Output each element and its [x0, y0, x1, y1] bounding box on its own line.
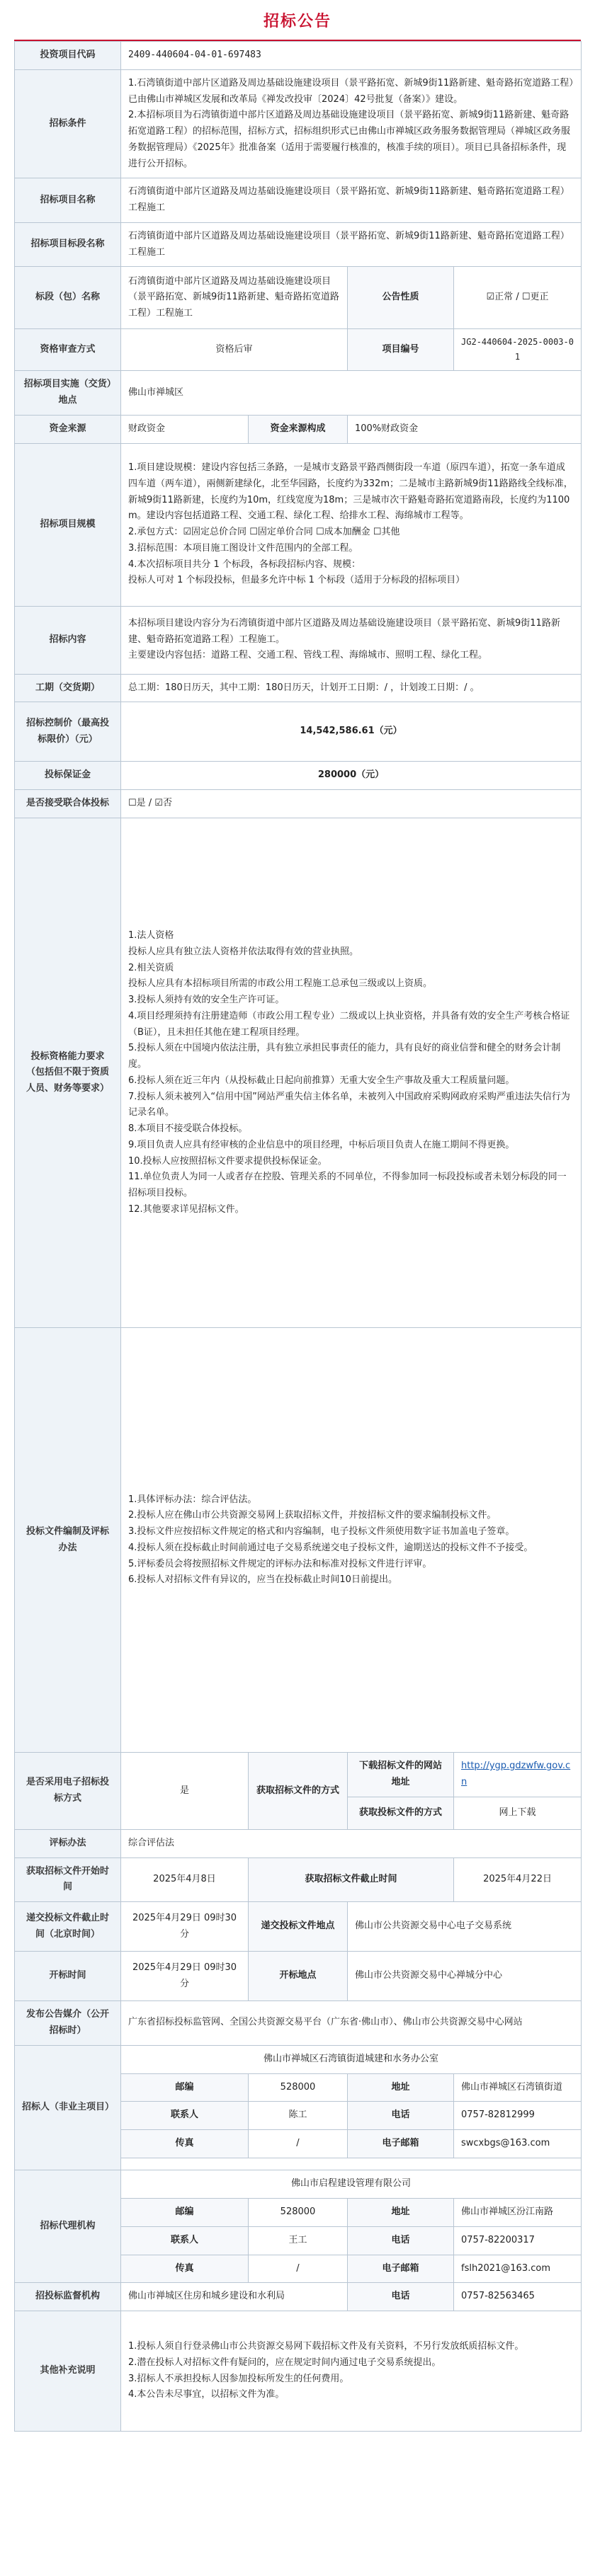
- tenderer-contact-value: 陈工: [249, 2102, 348, 2130]
- page-title: 招标公告: [14, 0, 581, 41]
- tenderer-phone-value: 0757-82812999: [454, 2102, 582, 2130]
- scope-line: 3.招标范围：本项目施工图设计文件范围内的全部工程。: [128, 542, 358, 554]
- conditions-value: [121, 69, 582, 178]
- req-line: 2.相关资质: [128, 962, 174, 973]
- electronic-label: 是否采用电子招标投标方式: [15, 1753, 121, 1830]
- method-line: 4.投标人须在投标截止时间前通过电子交易系统递交电子投标文件，逾期送达的投标文件不予接受。: [128, 1542, 533, 1553]
- req-line: 3.投标人须持有效的安全生产许可证。: [128, 995, 285, 1005]
- media-label: 发布公告媒介（公开招标时）: [15, 2001, 121, 2046]
- tenderer-name: 佛山市禅城区石湾镇街道城建和水务办公室: [121, 2045, 582, 2073]
- notes-value: [121, 2311, 582, 2432]
- budget-value: 14,542,586.61（元）: [121, 702, 582, 762]
- tenderer-phone-label: 电话: [348, 2102, 454, 2130]
- method-line: 2.投标人应在佛山市公共资源交易网上获取招标文件，并按招标文件的要求编制投标文件。: [128, 1510, 497, 1521]
- submit-value: 2025年4月29日 09时30分: [121, 1902, 249, 1952]
- agency-name: 佛山市启程建设管理有限公司: [121, 2170, 582, 2198]
- get-end-value: 2025年4月22日: [454, 1857, 582, 1902]
- conditions-label: 招标条件: [15, 69, 121, 178]
- notes-line: 1.投标人须自行登录佛山市公共资源交易网下载招标文件及有关资料，不另行发放纸质招标文件。: [128, 2341, 524, 2352]
- tenderer-addr-label: 地址: [348, 2073, 454, 2102]
- tenderer-contact-label: 联系人: [121, 2102, 249, 2130]
- row-conditions: [15, 69, 582, 178]
- content-value: [121, 606, 582, 674]
- tenderer-spacer: [121, 2158, 582, 2170]
- content-line: 本招标项目建设内容分为石湾镇街道中部片区道路及周边基础设施建设项目（景平路拓宽、新城9街11路新建、魁奇路拓宽道路工程）工程施工。: [128, 617, 560, 645]
- open-value: 2025年4月29日 09时30分: [121, 1952, 249, 2001]
- req-line: 6.投标人须在近三年内（从投标截止日起向前推算）无重大安全生产事故及重大工程质量问题。: [128, 1075, 515, 1086]
- bidder-req-value: [121, 818, 582, 1328]
- funding-value: 财政资金: [121, 415, 249, 443]
- bid-method-label: 投标文件编制及评标办法: [15, 1328, 121, 1753]
- row-qualification: [15, 329, 582, 371]
- row-submit: [15, 1902, 582, 1952]
- submit-label: 递交投标文件截止时间（北京时间）: [15, 1902, 121, 1952]
- req-line: 8.本项目不接受联合体投标。: [128, 1123, 248, 1134]
- bid-method-value: [121, 1328, 582, 1753]
- funding-label: 资金来源: [15, 415, 121, 443]
- req-line: 投标人应具有本招标项目所需的市政公用工程施工总承包三级或以上资质。: [128, 978, 433, 990]
- row-supervision: [15, 2283, 582, 2311]
- row-scope: [15, 443, 582, 606]
- req-line: 投标人应具有独立法人资格并依法取得有效的营业执照。: [128, 946, 359, 957]
- req-line: 1.法人资格: [128, 930, 174, 941]
- funding-ratio-label: 资金来源构成: [249, 415, 348, 443]
- method-line: 3.投标文件应按招标文件规定的格式和内容编制，电子投标文件须使用数字证书加盖电子签章。: [128, 1526, 515, 1537]
- budget-label: 招标控制价（最高投标限价）（元）: [15, 702, 121, 762]
- evaluation-value: 综合评估法: [121, 1829, 582, 1857]
- row-project-code: [15, 42, 582, 70]
- deposit-label: 投标保证金: [15, 762, 121, 790]
- section-name-label: 招标项目标段名称: [15, 222, 121, 267]
- agency-label: 招标代理机构: [15, 2170, 121, 2283]
- agency-phone-value: 0757-82200317: [454, 2226, 582, 2255]
- notice-nature-value: ☑正常 / ☐更正: [454, 267, 582, 329]
- row-open: [15, 1952, 582, 2001]
- file-method-value: 下载招标文件的网站地址: [348, 1753, 454, 1797]
- method-line: 5.评标委员会将按照招标文件规定的评标办法和标准对投标文件进行评审。: [128, 1558, 432, 1569]
- electronic-value: 是: [121, 1753, 249, 1830]
- duration-value: 总工期：180日历天，其中工期：180日历天，计划开工日期：/ ，计划竣工日期：/ 。: [121, 674, 582, 702]
- lot-label: 标段（包）名称: [15, 267, 121, 329]
- project-code-label: 投资项目代码: [15, 42, 121, 70]
- qualification-label: 资格审查方式: [15, 329, 121, 371]
- row-notes: [15, 2311, 582, 2432]
- tenderer-label: 招标人（非业主项目）: [15, 2045, 121, 2170]
- scope-line: 4.本次招标项目共分 1 个标段，各标段招标内容、规模：: [128, 559, 361, 570]
- req-line: 12.其他要求详见招标文件。: [128, 1203, 244, 1215]
- row-bidder-req: [15, 818, 582, 1328]
- file-method-label: 获取招标文件的方式: [249, 1753, 348, 1830]
- agency-email-value: fslh2021@163.com: [454, 2255, 582, 2283]
- row-project-name: [15, 178, 582, 223]
- notes-line: 2.潜在投标人对招标文件有疑问的，应在规定时间内通过电子交易系统提出。: [128, 2357, 441, 2368]
- agency-addr-value: 佛山市禅城区汾江南路: [454, 2198, 582, 2226]
- open-addr-label: 开标地点: [249, 1952, 348, 2001]
- row-evaluation: [15, 1829, 582, 1857]
- scope-line: 1.项目建设规模：建设内容包括三条路，一是城市支路景平路西侧街段一车道（原四车道），拓宽一条车道成四车道（两车道），兩侧新建绿化，北至华园路，长度约为332m；二是城市主路新城9街11路路线全线标准，新城9街11路新建，长度约为10m，红线宽度为18m；三是城市次干路魁奇路拓宽道路南段，长度约为1100m。建设内容包括道路工程、交通工程、绿化工程、给排水工程、海绵城市工程等。: [128, 462, 573, 522]
- notice-table: [14, 41, 582, 2432]
- req-line: 5.投标人须在中国境内依法注册，具有独立承担民事责任的能力，具有良好的商业信誉和健全的财务会计制度。: [128, 1043, 561, 1070]
- submit-addr-label: 递交投标文件地点: [249, 1902, 348, 1952]
- open-addr-value: 佛山市公共资源交易中心禅城分中心: [348, 1952, 582, 2001]
- agency-fax-label: 传真: [121, 2255, 249, 2283]
- location-value: 佛山市禅城区: [121, 371, 582, 416]
- evaluation-label: 评标办法: [15, 1829, 121, 1857]
- row-section-name: [15, 222, 582, 267]
- scope-value: [121, 443, 582, 606]
- row-bid-method: [15, 1328, 582, 1753]
- project-name-value: 石湾镇街道中部片区道路及周边基础设施建设项目（景平路拓宽、新城9街11路新建、魁奇路拓宽道路工程）工程施工: [121, 178, 582, 223]
- project-name-label: 招标项目名称: [15, 178, 121, 223]
- agency-contact-value: 王工: [249, 2226, 348, 2255]
- project-number-value: JG2-440604-2025-0003-01: [454, 329, 582, 371]
- joint-label: 是否接受联合体投标: [15, 790, 121, 818]
- content-label: 招标内容: [15, 606, 121, 674]
- conditions-line: 2.本招标项目为石湾镇街道中部片区道路及周边基础设施建设项目（景平路拓宽、新城9街11路新建、魁奇路拓宽道路工程）的招标范围，招标方式，招标组织形式已由佛山市禅城区政务服务数据管理局（禅城区政务服务数据管理局）《2025年》批准备案（适用于需要履行核准的，核准手续的项目）。项目已具备招标条件，现进行公开招标。: [128, 110, 571, 169]
- req-line: 11.单位负责人为同一人或者存在控股、管理关系的不同单位，不得参加同一标段投标或者未划分标段的同一招标项目投标。: [128, 1172, 567, 1198]
- supervision-phone-value: 0757-82563465: [454, 2283, 582, 2311]
- tenderer-zip-label: 邮编: [121, 2073, 249, 2102]
- agency-phone-label: 电话: [348, 2226, 454, 2255]
- tenderer-addr-value: 佛山市禅城区石湾镇街道: [454, 2073, 582, 2102]
- bidder-req-label: 投标资格能力要求（包括但不限于资质人员、财务等要求）: [15, 818, 121, 1328]
- qualification-value: 资格后审: [121, 329, 348, 371]
- row-content: [15, 606, 582, 674]
- submit-addr-value: 佛山市公共资源交易中心电子交易系统: [348, 1902, 582, 1952]
- service-value: 网上下载: [454, 1797, 582, 1829]
- row-lot: [15, 267, 582, 329]
- row-deposit: [15, 762, 582, 790]
- agency-zip-label: 邮编: [121, 2198, 249, 2226]
- agency-contact-label: 联系人: [121, 2226, 249, 2255]
- notes-line: 4.本公告未尽事宜，以招标文件为准。: [128, 2389, 285, 2400]
- media-value: 广东省招标投标监管网、全国公共资源交易平台（广东省·佛山市）、佛山市公共资源交易中心网站: [121, 2001, 582, 2046]
- row-media: [15, 2001, 582, 2046]
- row-agency-name: [15, 2170, 582, 2198]
- content-line: 主要建设内容包括：道路工程、交通工程、管线工程、海绵城市、照明工程、绿化工程。: [128, 650, 488, 661]
- lot-value: 石湾镇街道中部片区道路及周边基础设施建设项目（景平路拓宽、新城9街11路新建、魁奇路拓宽道路工程）工程施工: [121, 267, 348, 329]
- get-start-label: 获取招标文件开始时间: [15, 1857, 121, 1902]
- tenderer-fax-value: /: [249, 2130, 348, 2158]
- req-line: 10.投标人应按照招标文件要求提供投标保证金。: [128, 1155, 327, 1167]
- req-line: 9.项目负责人应具有经审核的企业信息中的项目经理，中标后项目负责人在施工期间不得更换。: [128, 1139, 515, 1150]
- duration-label: 工期（交货期）: [15, 674, 121, 702]
- get-start-value: 2025年4月8日: [121, 1857, 249, 1902]
- row-get-file: [15, 1857, 582, 1902]
- project-number-label: 项目编号: [348, 329, 454, 371]
- scope-line: 2.承包方式：☑固定总价合同 ☐固定单价合同 ☐成本加酬金 ☐其他: [128, 527, 400, 537]
- agency-addr-label: 地址: [348, 2198, 454, 2226]
- agency-fax-value: /: [249, 2255, 348, 2283]
- supervision-label: 招投标监督机构: [15, 2283, 121, 2311]
- row-location: [15, 371, 582, 416]
- tenderer-zip-value: 528000: [249, 2073, 348, 2102]
- project-code-value: 2409-440604-04-01-697483: [121, 42, 582, 70]
- conditions-line: 1.石湾镇街道中部片区道路及周边基础设施建设项目（景平路拓宽、新城9街11路新建、魁奇路拓宽道路工程）已由佛山市禅城区发展和改革局《禅发改投审〔2024〕42号批复（备案）》建设。: [128, 77, 574, 105]
- row-duration: [15, 674, 582, 702]
- funding-ratio-value: 100%财政资金: [348, 415, 582, 443]
- scope-label: 招标项目规模: [15, 443, 121, 606]
- supervision-phone-label: 电话: [348, 2283, 454, 2311]
- get-end-label: 获取招标文件截止时间: [249, 1857, 454, 1902]
- method-line: 6.投标人对招标文件有异议的，应当在投标截止时间10日前提出。: [128, 1574, 397, 1586]
- notes-label: 其他补充说明: [15, 2311, 121, 2432]
- supervision-value: 佛山市禅城区住房和城乡建设和水利局: [121, 2283, 348, 2311]
- deposit-value: 280000（元）: [121, 762, 582, 790]
- tenderer-email-value: swcxbgs@163.com: [454, 2130, 582, 2158]
- agency-email-label: 电子邮箱: [348, 2255, 454, 2283]
- scope-line: 投标人可对 1 个标段投标，但最多允许中标 1 个标段（适用于分标段的招标项目）: [128, 575, 465, 586]
- file-url-link[interactable]: http://ygp.gdzwfw.gov.cn: [461, 1761, 571, 1787]
- joint-value: ☐是 / ☑否: [121, 790, 582, 818]
- row-funding: [15, 415, 582, 443]
- open-label: 开标时间: [15, 1952, 121, 2001]
- tenderer-fax-label: 传真: [121, 2130, 249, 2158]
- service-label: 获取投标文件的方式: [348, 1797, 454, 1829]
- row-tenderer-name: [15, 2045, 582, 2073]
- notes-line: 3.招标人不承担投标人因参加投标所发生的任何费用。: [128, 2373, 349, 2384]
- location-label: 招标项目实施（交货）地点: [15, 371, 121, 416]
- row-electronic-1: [15, 1753, 582, 1797]
- req-line: 4.项目经理须持有注册建造师（市政公用工程专业）二级或以上执业资格，并具备有效的安全生产考核合格证（B证），且未担任其他在建工程项目经理。: [128, 1010, 570, 1038]
- section-name-value: 石湾镇街道中部片区道路及周边基础设施建设项目（景平路拓宽、新城9街11路新建、魁奇路拓宽道路工程）工程施工: [121, 222, 582, 267]
- row-budget: [15, 702, 582, 762]
- file-url[interactable]: [454, 1753, 582, 1797]
- req-line: 7.投标人须未被列入“信用中国”网站严重失信主体名单，未被列入中国政府采购网政府采购严重违法失信行为记录名单。: [128, 1091, 570, 1118]
- row-joint: [15, 790, 582, 818]
- method-line: 1.具体评标办法：综合评估法。: [128, 1494, 257, 1505]
- notice-nature-label: 公告性质: [348, 267, 454, 329]
- tenderer-email-label: 电子邮箱: [348, 2130, 454, 2158]
- agency-zip-value: 528000: [249, 2198, 348, 2226]
